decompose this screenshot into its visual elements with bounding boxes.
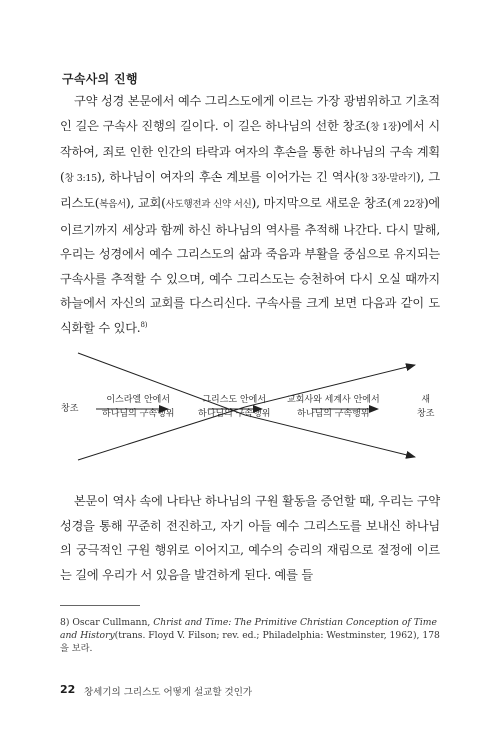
label-church-line-1: 교회사와 세계사 안에서 — [287, 395, 380, 405]
footnote-book-title: Christ and Time: The Primitive Christian Conception of Time and History — [60, 617, 437, 641]
label-christ-line-1: 그리스도 안에서 — [202, 395, 267, 405]
paragraph-text: ), 교회( — [125, 196, 166, 210]
scripture-reference: 창 3장-말라기 — [359, 172, 416, 184]
running-head: 창세기의 그리스도 어떻게 설교할 것인가 — [84, 687, 253, 698]
scripture-reference: 창 3:15 — [64, 172, 97, 184]
footnote-number: 8) — [60, 617, 70, 628]
label-israel-line-1: 이스라엘 안에서 — [106, 395, 171, 405]
paragraph-text: ), 하나님이 여자의 후손 계보를 이어가는 긴 역사( — [96, 169, 360, 184]
label-israel — [102, 393, 174, 421]
label-christ-line-2: 하나님의 구속행위 — [198, 409, 271, 419]
label-israel-line-2: 하나님의 구속행위 — [102, 409, 175, 419]
paragraph-text: 구약 성경 본문에서 예수 그리스도에게 이르는 가장 광범위하고 기초적인 길은 구속사 진행의 길이다. 이 길은 하나님의 선한 창조( — [60, 94, 440, 133]
section-heading: 구속사의 진행 — [62, 72, 138, 86]
scripture-reference: 복음서 — [99, 199, 126, 210]
lower-right-arrow — [245, 415, 415, 457]
label-christ — [198, 393, 270, 421]
footnote-publication: (trans. Floyd V. Filson; rev. ed.; Philadelphia: Westminster, 1962), 178을 보라. — [60, 630, 440, 654]
footnote-rule — [60, 605, 140, 606]
label-new-creation-line-2: 창조 — [417, 409, 435, 419]
scripture-reference: 창 1장 — [370, 121, 397, 133]
label-new-creation — [417, 393, 434, 421]
body-paragraph-2: 본문이 역사 속에 나타난 하나님의 구원 활동을 증언할 때, 우리는 구약 성경을 통해 꾸준히 전진하고, 자기 아들 예수 그리스도를 보내신 하나님의 궁극적인 구원 행위로 이어지고, 예수의 승리의 재림으로 절정에 이르는 길에 우리가 서 있음을 발견하게 된다. 예를 들 — [60, 494, 440, 582]
scripture-reference: 사도행전과 신약 서신 — [165, 199, 252, 210]
footnote-reference: 8) — [140, 320, 148, 329]
label-new-creation-line-1: 새 — [421, 395, 431, 405]
footnote — [60, 616, 444, 655]
footnote-author: Oscar Cullmann, — [72, 617, 154, 628]
label-church-line-2: 하나님의 구속행위 — [297, 409, 370, 419]
paragraph-text: ), 마지막으로 새로운 창조( — [251, 196, 392, 210]
page-number: 22 — [60, 683, 76, 696]
body-paragraph-1 — [60, 89, 440, 340]
scripture-reference: 계 22장 — [391, 199, 424, 210]
paragraph-text: )에 이르기까지 세상과 함께 하신 하나님의 역사를 추적해 나간다. 다시 말해, 우리는 성경에서 예수 그리스도의 삶과 죽음과 부활을 중심으로 유지되는 구속사를 추적할 수 있으며, 예수 그리스도는 승천하여 다시 오실 때까지 하늘에서 자신의 교회를 다스리신다. 구속사를 크게 보면 다음과 같이 도식화할 수 있다. — [60, 196, 441, 335]
label-church — [287, 393, 380, 421]
paragraph-text: ), 그리스도( — [60, 169, 440, 210]
redemptive-history-diagram — [0, 345, 500, 470]
paragraph-text: )에서 시작하여, 죄로 인한 인간의 타락과 여자의 후손을 통한 하나님의 구속 계획( — [60, 118, 441, 184]
label-creation: 창조 — [61, 404, 79, 414]
